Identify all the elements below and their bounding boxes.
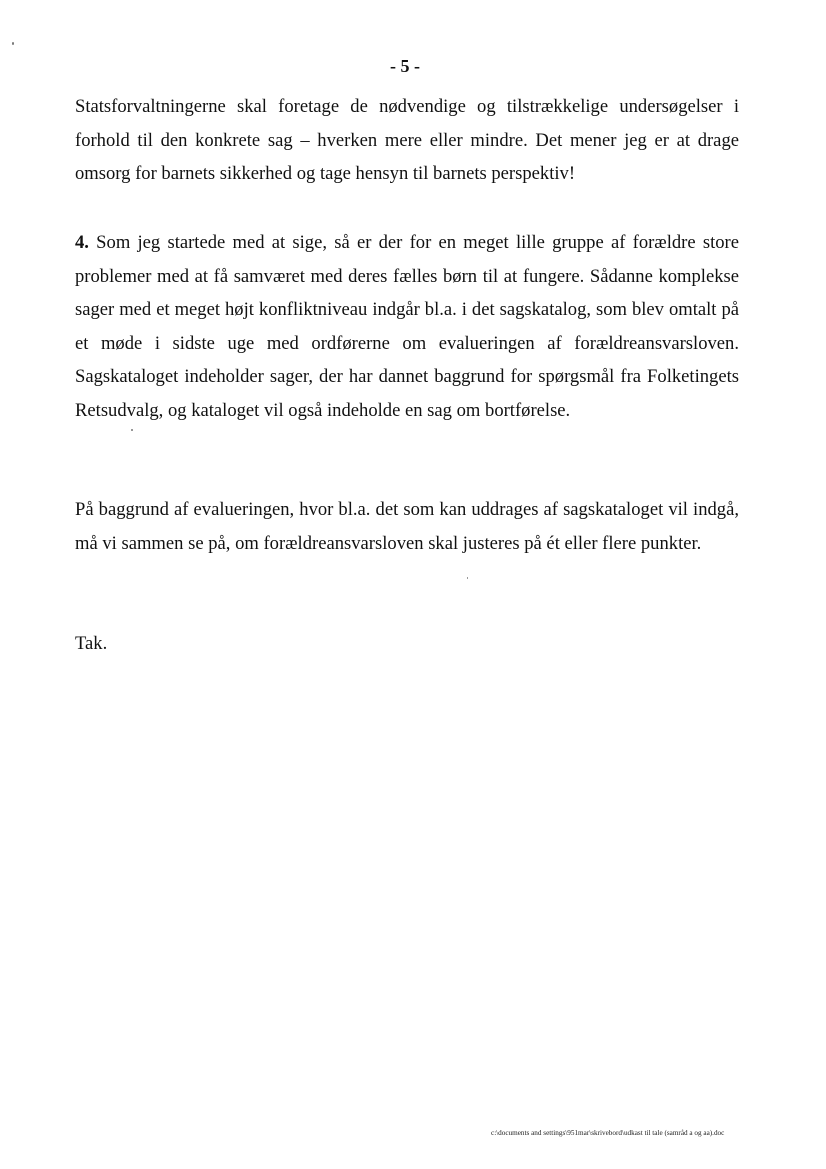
paragraph-3-text: På baggrund af evalueringen, hvor bl.a. det som kan uddrages af sagskataloget vil indgå, må vi sammen se på, om forældreansvarsloven skal justeres på ét eller flere punkter. [75,499,739,554]
paragraph-1 [75,90,739,191]
paragraph-2-number: 4. [75,232,89,253]
paragraph-closing-text: Tak. [75,633,108,654]
page-number: - 5 - [390,56,420,76]
scan-speck [467,577,468,579]
paragraph-1-text: Statsforvaltningerne skal foretage de nødvendige og tilstrækkelige undersøgelser i forhold til den konkrete sag – hverken mere eller mindre. Det mener jeg er at drage omsorg for barnets sikkerhed og tage hensyn til barnets perspektiv! [75,96,739,184]
paragraph-2 [75,226,739,427]
paragraph-2-text: Som jeg startede med at sige, så er der for en meget lille gruppe af forældre store problemer med at få samværet med deres fælles børn til at fungere. Sådanne komplekse sager med et meget højt konfliktniveau indgår bl.a. i det sagskatalog, som blev omtalt på et møde i sidste uge med ordførerne om evalueringen af forældreansvarsloven. Sagskataloget indeholder sager, der har dannet baggrund for spørgsmål fra Folketingets Retsudvalg, og kataloget vil også indeholde en sag om bortførelse. [75,232,739,421]
footer-file-path: c:\documents and settings\951mar\skrivebord\udkast til tale (samråd a og aa).doc [491,1129,725,1137]
scan-speck [12,42,14,45]
paragraph-3 [75,493,739,560]
scan-speck [131,429,133,431]
paragraph-closing [75,627,739,661]
